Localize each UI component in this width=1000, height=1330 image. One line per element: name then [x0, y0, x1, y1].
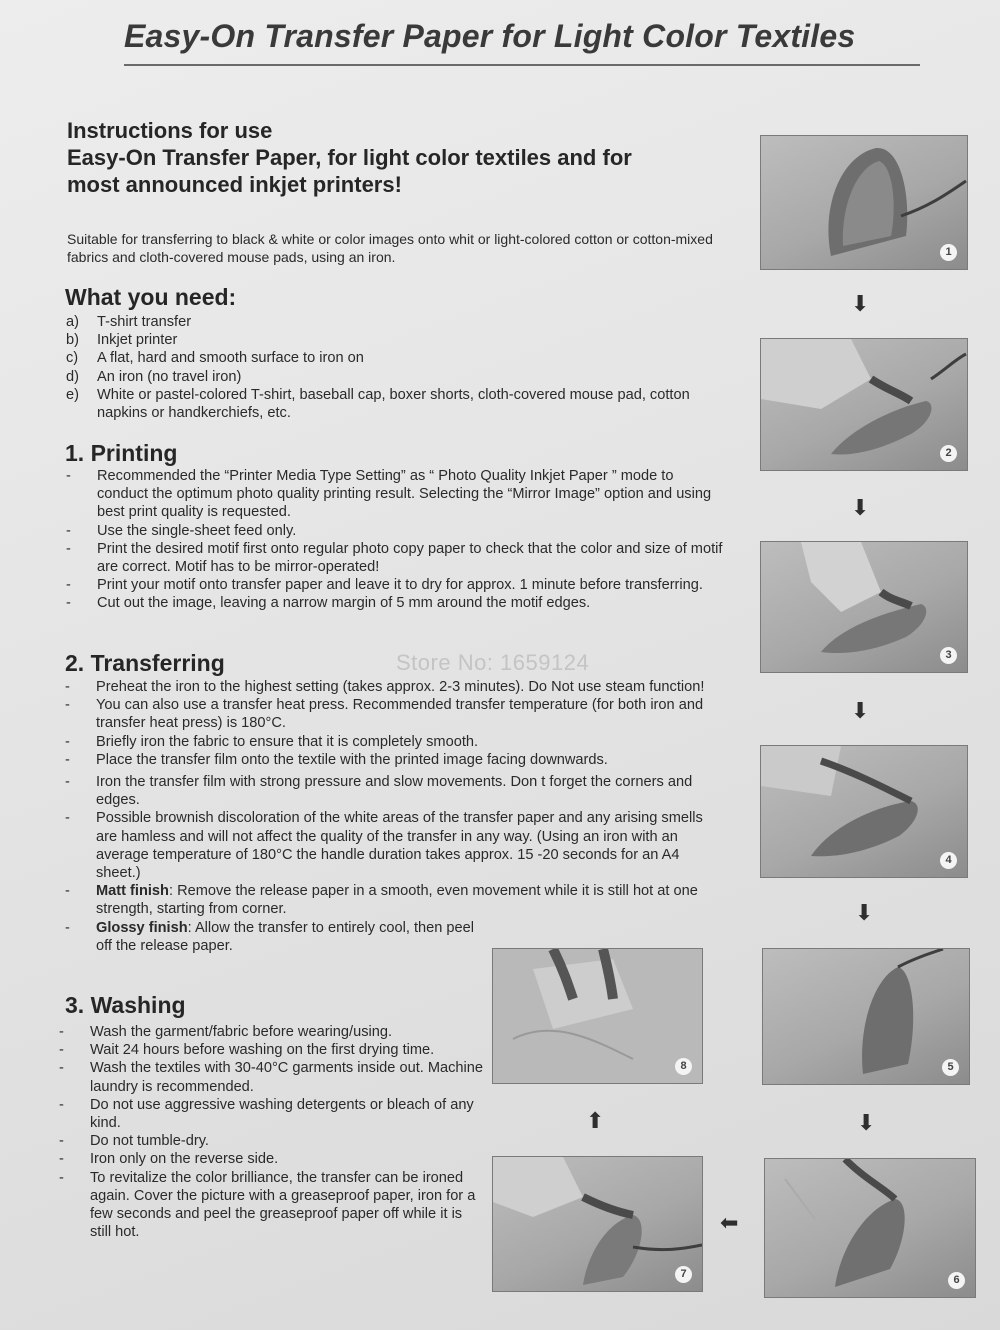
- list-marker: -: [65, 919, 70, 936]
- ironing-illustration: [761, 542, 967, 672]
- list-marker: -: [66, 540, 71, 557]
- printing-list: [66, 467, 727, 613]
- transferring-item: [65, 696, 716, 732]
- what-you-need-heading: What you need:: [65, 284, 237, 310]
- list-marker: a): [66, 314, 79, 330]
- printing-item-text: Use the single-sheet feed only.: [97, 522, 297, 539]
- need-item: [66, 331, 707, 349]
- need-item-text: White or pastel-colored T-shirt, baseball cap, boxer shorts, cloth-covered mouse pad, cotton napkins or handkerchiefs, etc.: [97, 386, 690, 422]
- suitable-paragraph: Suitable for transferring to black & white or color images onto whit or light-colored cotton or cotton-mixed fabrics and cloth-covered mouse pads, using an iron.: [67, 231, 713, 265]
- transferring-item-text: You can also use a transfer heat press. Recommended transfer temperature (for both iron and transfer heat press) is 180°C.: [96, 697, 704, 732]
- washing-item: [59, 1150, 485, 1168]
- list-marker: -: [66, 522, 71, 539]
- list-marker: -: [65, 774, 70, 791]
- step-photo-7: [492, 1156, 703, 1292]
- list-marker: -: [59, 1042, 64, 1059]
- step-number-badge: 3: [940, 647, 957, 664]
- need-item: [66, 313, 707, 331]
- washing-list: [59, 1023, 485, 1241]
- printing-item-text: Recommended the “Printer Media Type Setting” as “ Photo Quality Inkjet Paper ” mode to conduct the optimum photo quality printing result. Selecting the “Mirror Image” option and using best print quality is requested.: [97, 468, 712, 521]
- list-marker: -: [66, 595, 71, 612]
- transferring-heading: 2. Transferring: [65, 650, 225, 676]
- arrow-down-icon: ⬇: [851, 698, 870, 723]
- list-marker: -: [59, 1096, 64, 1113]
- step-photo-4: [760, 745, 968, 878]
- ironing-illustration: [493, 1157, 702, 1291]
- store-watermark: Store No: 1659124: [396, 650, 590, 675]
- washing-item-text: Do not use aggressive washing detergents or bleach of any kind.: [90, 1096, 474, 1132]
- list-marker: -: [65, 733, 70, 750]
- printing-item: [66, 576, 727, 594]
- list-marker: -: [65, 751, 70, 768]
- washing-item-text: To revitalize the color brilliance, the transfer can be ironed again. Cover the picture with a greaseproof paper, iron for a few seconds and peel the greaseproof paper off while it is still hot.: [90, 1169, 476, 1241]
- printing-item: [66, 540, 727, 576]
- iron-illustration: [761, 136, 967, 269]
- transferring-item-text: Iron the transfer film with strong pressure and slow movements. Don t forget the corners and edges.: [96, 774, 693, 809]
- instructions-heading: Instructions for use: [67, 118, 273, 143]
- need-item: [66, 368, 707, 386]
- step-photo-6: [764, 1158, 976, 1298]
- iron-illustration: [763, 949, 969, 1084]
- transferring-item-text: : Allow the transfer to entirely cool, then peel off the release paper.: [96, 919, 474, 954]
- list-marker: b): [66, 332, 79, 349]
- need-list: [66, 313, 707, 422]
- printing-heading: 1. Printing: [65, 440, 178, 466]
- transferring-item: [65, 751, 716, 769]
- step-photo-3: [760, 541, 968, 673]
- transferring-item-text: Briefly iron the fabric to ensure that it is completely smooth.: [96, 733, 479, 750]
- transferring-item: [65, 919, 486, 955]
- ironing-illustration: [761, 746, 967, 877]
- washing-item-text: Wash the garment/fabric before wearing/using.: [90, 1024, 393, 1040]
- need-item-text: An iron (no travel iron): [97, 368, 242, 385]
- list-marker: -: [59, 1060, 64, 1077]
- step-number-badge: 5: [942, 1059, 959, 1076]
- step-photo-5: [762, 948, 970, 1085]
- transferring-item: [65, 809, 716, 882]
- list-marker: -: [65, 810, 70, 827]
- washing-item-text: Iron only on the reverse side.: [90, 1151, 279, 1168]
- washing-item: [59, 1041, 485, 1059]
- transferring-item-text: Possible brownish discoloration of the white areas of the transfer paper and any arising smells are hamless and will not affect the quality of the transfer in any way. (Using an iron with an average temperature of 180°C the handle duration takes approx. 15 -20 seconds for an A4 sheet.): [96, 810, 703, 882]
- step-number-badge: 8: [675, 1058, 692, 1075]
- need-item: [66, 386, 707, 422]
- step-number-badge: 6: [948, 1272, 965, 1289]
- list-marker: -: [65, 883, 70, 900]
- finish-label: Matt finish: [96, 883, 169, 900]
- document-title: Easy-On Transfer Paper for Light Color Textiles: [124, 18, 856, 54]
- printing-item: [66, 467, 727, 522]
- list-marker: d): [66, 368, 79, 385]
- list-marker: -: [59, 1024, 64, 1040]
- printing-item: [66, 522, 727, 540]
- need-item-text: A flat, hard and smooth surface to iron on: [97, 350, 364, 367]
- washing-item-text: Wash the textiles with 30-40°C garments inside out. Machine laundry is recommended.: [90, 1060, 484, 1095]
- product-heading-cont: most announced inkjet printers!: [67, 172, 402, 197]
- washing-item: [59, 1059, 485, 1095]
- transferring-item: [65, 882, 716, 918]
- arrow-down-icon: ⬇: [851, 291, 870, 316]
- washing-item: [59, 1169, 485, 1242]
- transferring-item-text: Preheat the iron to the highest setting (takes approx. 2-3 minutes). Do Not use steam function!: [96, 679, 705, 695]
- ironing-illustration: [765, 1159, 975, 1297]
- transferring-item: [65, 678, 716, 696]
- list-marker: -: [65, 697, 70, 714]
- washing-heading: 3. Washing: [65, 992, 186, 1018]
- step-photo-2: [760, 338, 968, 471]
- washing-item-text: Wait 24 hours before washing on the first drying time.: [90, 1042, 435, 1059]
- list-marker: -: [65, 679, 70, 695]
- transferring-item: [65, 773, 716, 809]
- washing-item: [59, 1096, 485, 1132]
- printing-item-text: Cut out the image, leaving a narrow margin of 5 mm around the motif edges.: [97, 595, 591, 612]
- printing-item: [66, 594, 727, 612]
- need-item-text: T-shirt transfer: [97, 314, 192, 330]
- list-marker: -: [66, 468, 71, 484]
- washing-item: [59, 1023, 485, 1041]
- list-marker: e): [66, 386, 79, 403]
- list-marker: c): [66, 350, 79, 367]
- finish-label: Glossy finish: [96, 919, 188, 936]
- ironing-illustration: [761, 339, 967, 470]
- list-marker: -: [66, 577, 71, 594]
- arrow-down-icon: ⬇: [851, 495, 870, 520]
- arrow-down-icon: ⬇: [857, 1110, 876, 1135]
- title-rule: [124, 64, 920, 66]
- peeling-illustration: [493, 949, 702, 1083]
- washing-item-text: Do not tumble-dry.: [90, 1133, 209, 1150]
- printing-item-text: Print your motif onto transfer paper and leave it to dry for approx. 1 minute before transferring.: [97, 577, 703, 594]
- step-number-badge: 7: [675, 1266, 692, 1283]
- arrow-left-icon: ⬅: [720, 1210, 739, 1235]
- transferring-item: [65, 733, 716, 751]
- step-number-badge: 4: [940, 852, 957, 869]
- washing-item: [59, 1132, 485, 1150]
- transferring-list: [65, 678, 716, 955]
- printing-item-text: Print the desired motif first onto regular photo copy paper to check that the color and size of motif are correct. Motif has to be mirror-operated!: [97, 540, 723, 576]
- product-heading: Easy-On Transfer Paper, for light color textiles and for: [67, 145, 632, 170]
- arrow-up-icon: ⬆: [586, 1108, 605, 1133]
- step-number-badge: 2: [940, 445, 957, 462]
- step-photo-1: [760, 135, 968, 270]
- arrow-down-icon: ⬇: [855, 900, 874, 925]
- transferring-item-text: Place the transfer film onto the textile with the printed image facing downwards.: [96, 751, 608, 768]
- list-marker: -: [59, 1133, 64, 1150]
- list-marker: -: [59, 1151, 64, 1168]
- need-item-text: Inkjet printer: [97, 332, 178, 349]
- list-marker: -: [59, 1169, 64, 1186]
- step-number-badge: 1: [940, 244, 957, 261]
- transferring-item-text: : Remove the release paper in a smooth, even movement while it is still hot at one strength, starting from corner.: [96, 883, 698, 918]
- need-item: [66, 349, 707, 367]
- step-photo-8: [492, 948, 703, 1084]
